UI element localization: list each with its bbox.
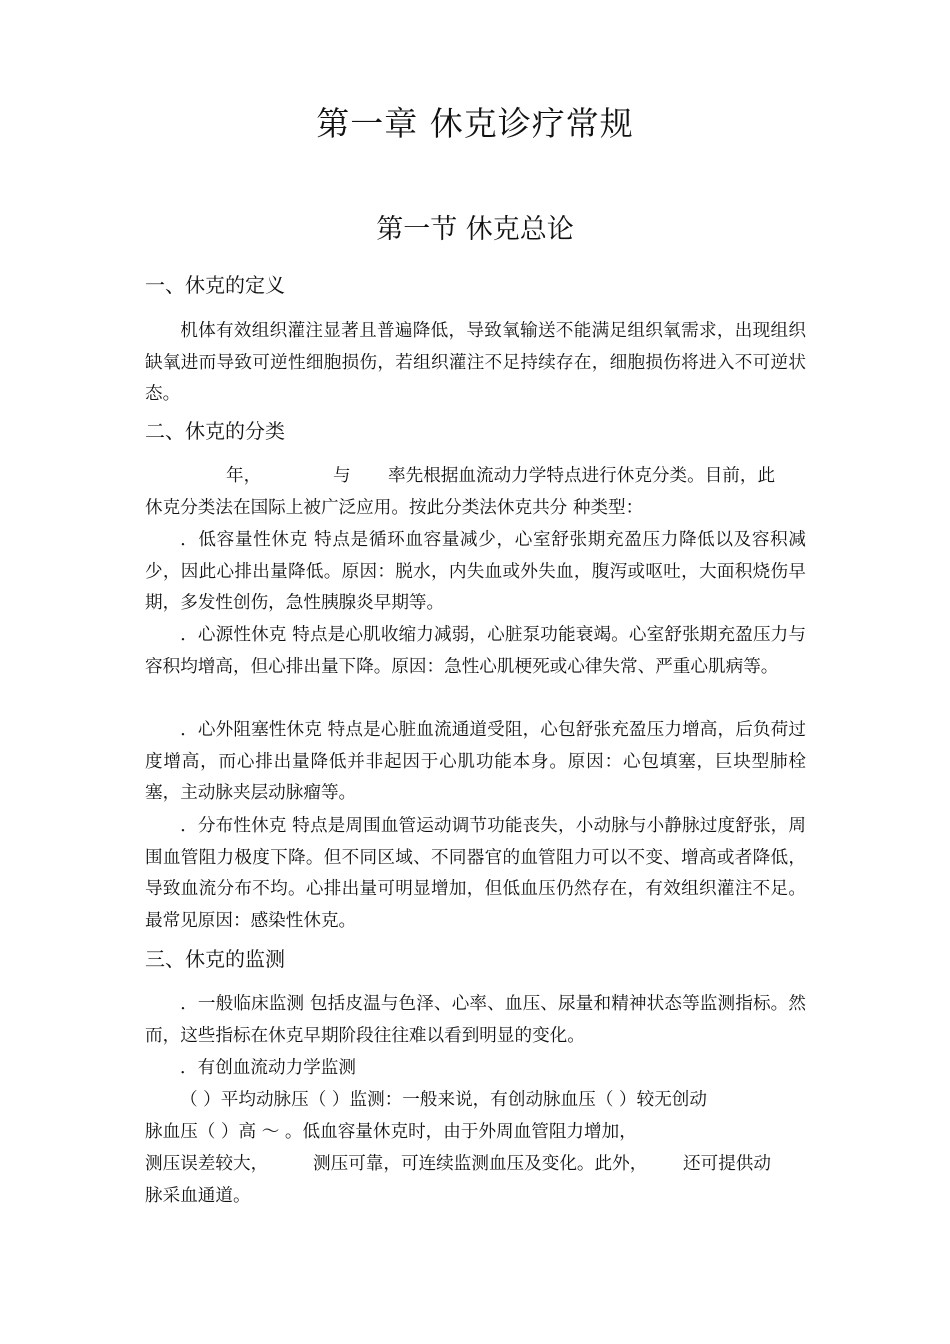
- type-hypovolemic: ．低容量性休克 特点是循环血容量减少，心室舒张期充盈压力降低以及容积减少，因此心排出量降低。原因：脱水，内失血或外失血，腹泻或呕吐，大面积烧伤早期，多发性创伤，急性胰腺炎早期等。: [145, 530, 806, 614]
- general-monitoring-paragraph: ．一般临床监测 包括皮温与色泽、心率、血压、尿量和精神状态等监测指标。然而，这些指标在休克早期阶段往往难以看到明显的变化。: [145, 994, 806, 1046]
- heading-classification: 二、休克的分类: [145, 419, 285, 443]
- classification-intro-year: 年，: [226, 466, 262, 486]
- map-line-3a: 测压误差较大，: [145, 1154, 269, 1174]
- map-line-2: 脉血压（ ）高 ～ 。低血容量休克时，由于外周血管阻力增加，: [145, 1122, 637, 1142]
- classification-intro-text: 率先根据血流动力学特点进行休克分类。目前，此: [388, 466, 776, 486]
- section-title: 第一节 休克总论: [376, 214, 574, 245]
- map-line-3c: 还可提供动: [683, 1154, 771, 1174]
- classification-intro-line2: 休克分类法在国际上被广泛应用。按此分类法休克共分 种类型：: [145, 498, 644, 518]
- heading-monitoring: 三、休克的监测: [145, 947, 285, 971]
- definition-paragraph: 机体有效组织灌注显著且普遍降低，导致氧输送不能满足组织氧需求，出现组织缺氧进而导致可逆性细胞损伤，若组织灌注不足持续存在，细胞损伤将进入不可逆状态。: [145, 321, 806, 405]
- map-line-1: （ ）平均动脉压（ ）监测：一般来说，有创动脉血压（ ）较无创动: [180, 1090, 707, 1110]
- classification-intro-and: 与: [333, 466, 351, 486]
- map-line-3b: 测压可靠，可连续监测血压及变化。此外，: [313, 1154, 648, 1174]
- chapter-title: 第一章 休克诊疗常规: [316, 104, 634, 143]
- map-line-4: 脉采血通道。: [145, 1186, 251, 1206]
- heading-definition: 一、休克的定义: [145, 273, 285, 297]
- type-distributive: ．分布性休克 特点是周围血管运动调节功能丧失，小动脉与小静脉过度舒张，周围血管阻力极度下降。但不同区域、不同器官的血管阻力可以不变、增高或者降低，导致血流分布不均。心排出量可明显增加，但低血压仍然存在，有效组织灌注不足。最常见原因：感染性休克。: [145, 816, 806, 931]
- invasive-monitoring-title: ．有创血流动力学监测: [180, 1058, 356, 1078]
- type-obstructive: ．心外阻塞性休克 特点是心脏血流通道受阻，心包舒张充盈压力增高，后负荷过度增高，而心排出量降低并非起因于心肌功能本身。原因：心包填塞，巨块型肺栓塞，主动脉夹层动脉瘤等。: [145, 720, 806, 804]
- type-cardiogenic: ．心源性休克 特点是心肌收缩力减弱，心脏泵功能衰竭。心室舒张期充盈压力与容积均增高，但心排出量下降。原因：急性心肌梗死或心律失常、严重心肌病等。: [145, 625, 806, 677]
